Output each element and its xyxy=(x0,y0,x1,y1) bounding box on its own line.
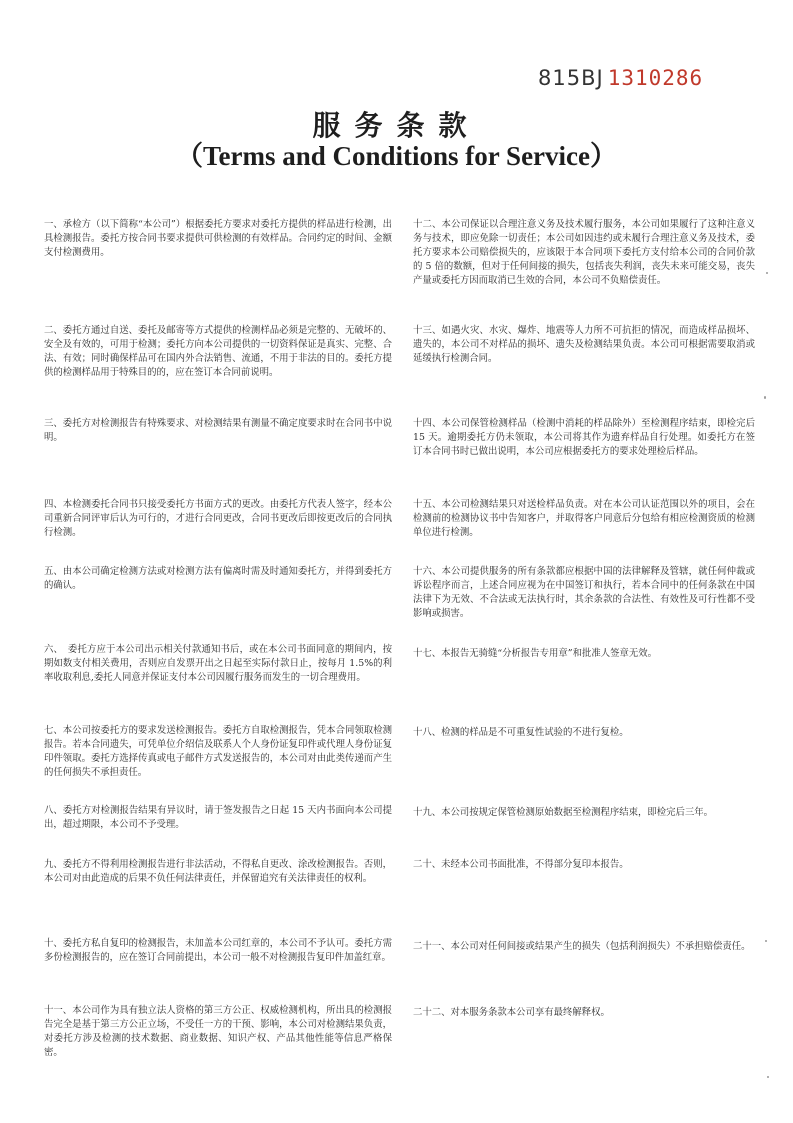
clause-8: 八、委托方对检测报告结果有异议时，请于签发报告之日起 15 天内书面向本公司提出，超过期限，本公司不予受理。 xyxy=(44,805,392,830)
clause-13: 十三、如遇火灾、水灾、爆炸、地震等人力所不可抗拒的情况，而造成样品损坏、遗失的，本公司不对样品的损坏、遗失及检测结果负责。本公司可根据需要取消或延缓执行检测合同。 xyxy=(413,325,755,364)
clause-9: 九、委托方不得利用检测报告进行非法活动，不得私自更改、涂改检测报告。否则，本公司对由此造成的后果不负任何法律责任，并保留追究有关法律责任的权利。 xyxy=(44,859,392,884)
clause-16: 十六、本公司提供服务的所有条款都应根据中国的法律解释及管辖，就任何仲裁或诉讼程序而言，上述合同应视为在中国签订和执行，若本合同中的任何条款在中国法律下为无效、不合法或无法执行时，其余条款的合法性、有效性及可行性都不受影响或损害。 xyxy=(413,566,755,619)
serial-number-stamp: 1310286 xyxy=(607,66,704,90)
clause-2: 二、委托方通过自送、委托及邮寄等方式提供的检测样品必须是完整的、无破坏的、安全及有效的，可用于检测；委托方向本公司提供的一切资料保证是真实、完整、合法、有效；同时确保样品可在国内外合法销售、流通，不用于非法的目的。委托方提供的检测样品用于特殊目的的，应在签订本合同前说明。 xyxy=(44,325,392,378)
clause-10: 十、委托方私自复印的检测报告，未加盖本公司红章的，本公司不予认可。委托方需多份检测报告的，应在签订合同前提出，本公司一般不对检测报告复印件加盖红章。 xyxy=(44,938,392,963)
clause-4: 四、本检测委托合同书只接受委托方书面方式的更改。由委托方代表人签字，经本公司重新合同评审后认为可行的，才进行合同更改，合同书更改后即按更改后的合同执行检测。 xyxy=(44,499,392,538)
clause-3: 三、委托方对检测报告有特殊要求、对检测结果有测量不确定度要求时在合同书中说明。 xyxy=(44,418,392,443)
clause-11: 十一、本公司作为具有独立法人资格的第三方公正、权威检测机构，所出具的检测报告完全是基于第三方公正立场，不受任一方的干预、影响，本公司对检测结果负责，对委托方涉及检测的技术数据、商业数据、知识产权、产品其他性能等信息严格保密。 xyxy=(44,1005,392,1058)
clause-1: 一、承检方（以下简称“本公司”）根据委托方要求对委托方提供的样品进行检测，出具检测报告。委托方按合同书要求提供可供检测的有效样品。合同约定的时间、金额支付检测费用。 xyxy=(44,219,392,258)
clause-18: 十八、检测的样品是不可重复性试验的不进行复检。 xyxy=(413,727,629,738)
serial-prefix: 815BJ xyxy=(538,66,604,90)
title-chinese: 服务条款 xyxy=(312,109,481,142)
clause-17: 十七、本报告无骑缝“分析报告专用章”和批准人签章无效。 xyxy=(413,648,657,659)
report-serial-number xyxy=(538,66,703,90)
clause-19: 十九、本公司按规定保管检测原始数据至检测程序结束，即检完后三年。 xyxy=(413,807,714,818)
clause-14: 十四、本公司保管检测样品（检测中消耗的样品除外）至检测程序结束，即检完后 15 天。逾期委托方仍未领取，本公司将其作为遗弃样品自行处理。如委托方在签订本合同书时已做出说明，本公司应根据委托方的要求处理检后样品。 xyxy=(413,418,755,457)
clause-22: 二十二、对本服务条款本公司享有最终解释权。 xyxy=(413,1007,610,1018)
scan-speck xyxy=(766,272,768,274)
clause-20: 二十、未经本公司书面批准，不得部分复印本报告。 xyxy=(413,859,629,870)
scan-speck xyxy=(767,1076,769,1078)
clause-15: 十五、本公司检测结果只对送检样品负责。对在本公司认证范围以外的项目，会在检测前的检测协议书中告知客户，并取得客户同意后分包给有相应检测资质的检测单位进行检测。 xyxy=(413,499,755,538)
title-english: （Terms and Conditions for Service） xyxy=(175,141,618,171)
clause-5: 五、由本公司确定检测方法或对检测方法有偏离时需及时通知委托方，并得到委托方的确认。 xyxy=(44,566,392,591)
scan-speck xyxy=(764,396,766,399)
clause-21: 二十一、本公司对任何间接或结果产生的损失（包括利润损失）不承担赔偿责任。 xyxy=(413,941,751,952)
clause-7: 七、本公司按委托方的要求发送检测报告。委托方自取检测报告，凭本合同领取检测报告。若本合同遗失，可凭单位介绍信及联系人个人身份证复印件或代理人身份证复印件领取。委托方选择传真或电子邮件方式发送报告的，本公司对由此类传递而产生的任何损失不承担责任。 xyxy=(44,725,392,778)
scan-speck xyxy=(765,940,767,942)
clause-12: 十二、本公司保证以合理注意义务及技术履行服务，本公司如果履行了这种注意义务与技术，即应免除一切责任；本公司如因违约或未履行合理注意义务及技术，委托方要求本公司赔偿损失的，应该限于本合同项下委托方支付给本公司的合同价款的 5 倍的数额，但对于任何间接的损失，包括丧失利润，丧失未来可能交易，丧失产量或委托方因而取消已生效的合同，本公司不负赔偿责任。 xyxy=(413,219,755,286)
clause-6: 六、 委托方应于本公司出示相关付款通知书后，或在本公司书面同意的期间内，按期如数支付相关费用，否则应自发票开出之日起至实际付款日止，按每月 1.5%的利率收取利息,委托人同意并保证支付本公司因履行服务而发生的一切合理费用。 xyxy=(44,644,392,683)
